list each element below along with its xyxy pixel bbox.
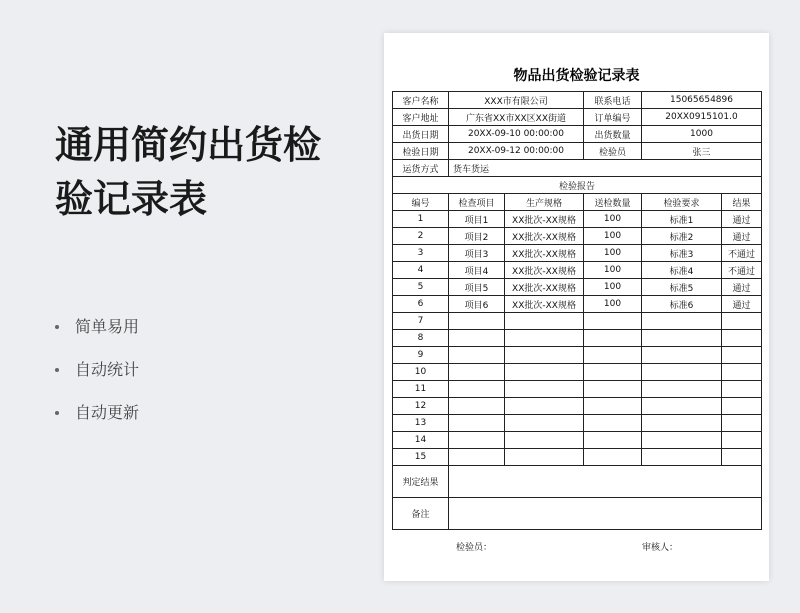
table-cell: 标准5	[642, 279, 722, 296]
cell-label: 联系电话	[584, 92, 642, 109]
table-cell	[722, 432, 762, 449]
column-header: 检验要求	[642, 194, 722, 211]
cell-transport: 货车货运	[449, 160, 762, 177]
cell-label: 出货日期	[393, 126, 449, 143]
table-cell	[505, 381, 584, 398]
table-cell: 项目4	[449, 262, 505, 279]
table-cell	[722, 313, 762, 330]
table-row	[393, 245, 762, 262]
table-cell	[505, 313, 584, 330]
table-cell	[642, 415, 722, 432]
table-cell: 标准1	[642, 211, 722, 228]
remark-value	[449, 498, 762, 530]
table-cell	[584, 381, 642, 398]
table-cell	[449, 313, 505, 330]
verdict-label-row	[393, 466, 762, 498]
table-row	[393, 432, 762, 449]
table-cell: 12	[393, 398, 449, 415]
table-cell: 100	[584, 279, 642, 296]
table-row	[393, 279, 762, 296]
inspector-signature: 检验员：	[456, 543, 493, 553]
cell-ship-qty: 1000	[642, 126, 762, 143]
table-cell: 项目1	[449, 211, 505, 228]
column-header: 生产规格	[505, 194, 584, 211]
table-cell: XX批次-XX规格	[505, 228, 584, 245]
table-cell: 项目2	[449, 228, 505, 245]
table-cell	[642, 398, 722, 415]
column-header: 检查项目	[449, 194, 505, 211]
table-row	[393, 347, 762, 364]
table-cell: 100	[584, 296, 642, 313]
cell-label: 客户名称	[393, 92, 449, 109]
table-cell	[449, 449, 505, 466]
cell-order-no: 20XX0915101.0	[642, 109, 762, 126]
table-cell	[449, 330, 505, 347]
feature-label: 自动更新	[75, 402, 140, 422]
feature-list	[55, 305, 139, 434]
table-row	[393, 364, 762, 381]
table-cell: 项目6	[449, 296, 505, 313]
table-cell: 8	[393, 330, 449, 347]
table-cell	[642, 449, 722, 466]
table-cell	[722, 415, 762, 432]
table-row	[393, 313, 762, 330]
cell-inspect-date: 20XX-09-12 00:00:00	[449, 143, 584, 160]
table-cell	[505, 449, 584, 466]
column-header: 编号	[393, 194, 449, 211]
table-row	[393, 449, 762, 466]
table-cell	[449, 364, 505, 381]
feature-label: 自动统计	[75, 359, 140, 379]
cell-label: 运货方式	[393, 160, 449, 177]
cell-address: 广东省XX市XX区XX街道	[449, 109, 584, 126]
info-row	[393, 92, 762, 109]
report-title: 检验报告	[393, 177, 762, 194]
table-cell: 100	[584, 228, 642, 245]
table-cell	[584, 432, 642, 449]
table-cell: 不通过	[722, 262, 762, 279]
table-cell	[642, 381, 722, 398]
table-cell: 标准6	[642, 296, 722, 313]
table-cell	[449, 432, 505, 449]
table-cell: 100	[584, 245, 642, 262]
table-cell: XX批次-XX规格	[505, 279, 584, 296]
table-cell	[505, 398, 584, 415]
table-cell	[449, 415, 505, 432]
table-row	[393, 228, 762, 245]
table-cell	[642, 364, 722, 381]
column-header: 结果	[722, 194, 762, 211]
table-cell: 100	[584, 262, 642, 279]
info-row	[393, 109, 762, 126]
cell-label: 订单编号	[584, 109, 642, 126]
table-cell	[642, 432, 722, 449]
table-cell	[722, 347, 762, 364]
table-cell	[642, 347, 722, 364]
table-cell: 10	[393, 364, 449, 381]
report-title-row	[393, 177, 762, 194]
table-cell: 7	[393, 313, 449, 330]
table-cell: 通过	[722, 211, 762, 228]
inspection-table	[392, 91, 762, 530]
table-cell	[584, 313, 642, 330]
remark-label: 备注	[393, 498, 449, 530]
table-cell	[505, 415, 584, 432]
cell-label: 检验员	[584, 143, 642, 160]
table-cell: 4	[393, 262, 449, 279]
table-cell: 15	[393, 449, 449, 466]
table-cell: 5	[393, 279, 449, 296]
bullet-dot-icon	[55, 411, 59, 415]
table-cell	[505, 330, 584, 347]
table-cell: 13	[393, 415, 449, 432]
table-cell: 6	[393, 296, 449, 313]
cell-label: 检验日期	[393, 143, 449, 160]
feature-label: 简单易用	[75, 316, 140, 336]
table-cell: 100	[584, 211, 642, 228]
table-cell	[642, 313, 722, 330]
table-cell	[584, 347, 642, 364]
table-cell	[505, 347, 584, 364]
table-cell	[449, 347, 505, 364]
info-row	[393, 160, 762, 177]
table-cell	[722, 330, 762, 347]
table-cell: 11	[393, 381, 449, 398]
table-cell	[722, 364, 762, 381]
table-row	[393, 415, 762, 432]
table-cell	[505, 432, 584, 449]
document-page	[384, 33, 769, 581]
table-cell: 标准2	[642, 228, 722, 245]
column-header: 送检数量	[584, 194, 642, 211]
document-title: 物品出货检验记录表	[513, 68, 640, 84]
table-cell: XX批次-XX规格	[505, 262, 584, 279]
table-cell: 2	[393, 228, 449, 245]
table-cell: 通过	[722, 296, 762, 313]
feature-item	[55, 305, 139, 348]
table-cell	[584, 415, 642, 432]
cell-ship-date: 20XX-09-10 00:00:00	[449, 126, 584, 143]
verdict-label: 判定结果	[393, 466, 449, 498]
bullet-dot-icon	[55, 325, 59, 329]
table-cell: 项目3	[449, 245, 505, 262]
verdict-value	[449, 466, 762, 498]
cell-customer-name: XXX市有限公司	[449, 92, 584, 109]
table-cell	[584, 449, 642, 466]
table-row	[393, 262, 762, 279]
info-row	[393, 143, 762, 160]
table-row	[393, 211, 762, 228]
table-cell	[722, 449, 762, 466]
table-cell: 项目5	[449, 279, 505, 296]
table-cell: 9	[393, 347, 449, 364]
table-cell	[584, 398, 642, 415]
table-cell	[722, 381, 762, 398]
table-cell: 通过	[722, 279, 762, 296]
table-cell: XX批次-XX规格	[505, 296, 584, 313]
column-header-row	[393, 194, 762, 211]
reviewer-signature: 审核人：	[642, 543, 679, 553]
table-row	[393, 330, 762, 347]
table-cell: 标准3	[642, 245, 722, 262]
table-row	[393, 398, 762, 415]
cell-label: 客户地址	[393, 109, 449, 126]
bullet-dot-icon	[55, 368, 59, 372]
feature-item	[55, 348, 139, 391]
table-cell	[722, 398, 762, 415]
cell-inspector: 张三	[642, 143, 762, 160]
table-cell	[584, 330, 642, 347]
table-cell: 通过	[722, 228, 762, 245]
table-cell: 不通过	[722, 245, 762, 262]
remark-label-row	[393, 498, 762, 530]
table-cell: 1	[393, 211, 449, 228]
cell-phone: 15065654896	[642, 92, 762, 109]
table-cell: 标准4	[642, 262, 722, 279]
feature-item	[55, 391, 139, 434]
table-row	[393, 296, 762, 313]
table-cell	[642, 330, 722, 347]
info-row	[393, 126, 762, 143]
table-cell: XX批次-XX规格	[505, 211, 584, 228]
table-cell	[584, 364, 642, 381]
cell-label: 出货数量	[584, 126, 642, 143]
table-cell: 14	[393, 432, 449, 449]
table-row	[393, 381, 762, 398]
table-cell	[449, 398, 505, 415]
table-cell	[449, 381, 505, 398]
table-cell: 3	[393, 245, 449, 262]
table-cell	[505, 364, 584, 381]
table-cell: XX批次-XX规格	[505, 245, 584, 262]
promo-title: 通用简约出货检验记录表	[55, 123, 322, 221]
